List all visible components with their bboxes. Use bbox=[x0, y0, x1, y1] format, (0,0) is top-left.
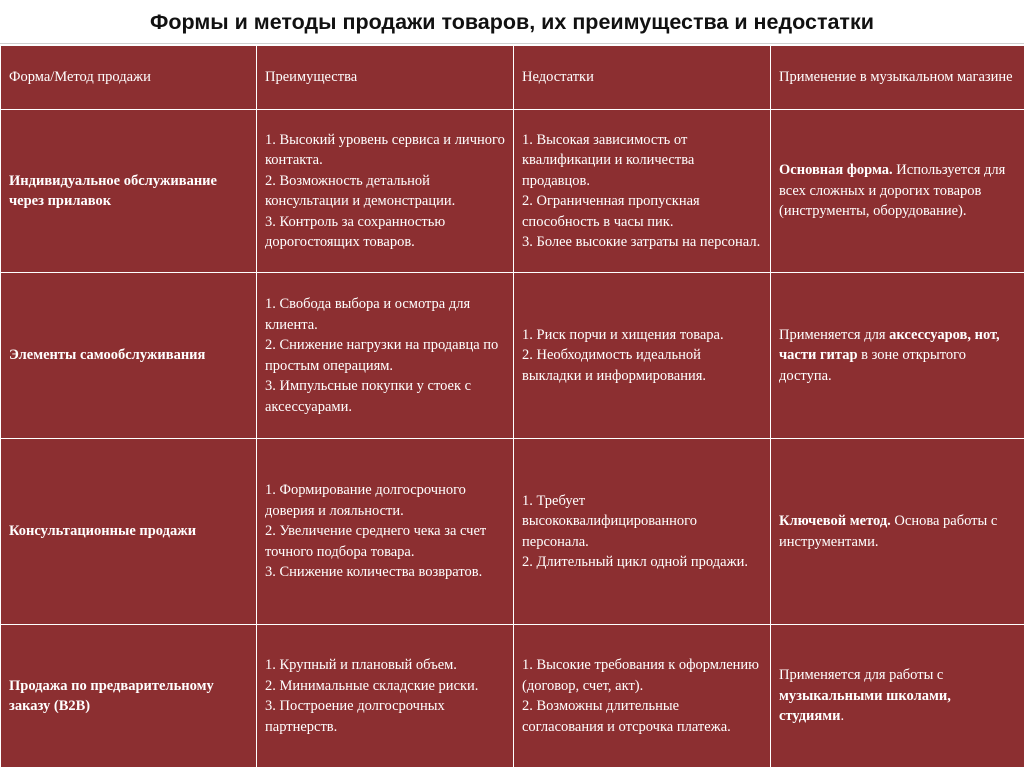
cell-advantages bbox=[257, 110, 514, 273]
page-title: Формы и методы продажи товаров, их преимущества и недостатки bbox=[0, 0, 1024, 44]
cell-disadvantages bbox=[514, 110, 771, 273]
table-header-row bbox=[1, 46, 1024, 110]
advantage-item: 2. Снижение нагрузки на продавца по простым операциям. bbox=[265, 335, 505, 376]
cell-form: Индивидуальное обслуживание через прилавок bbox=[1, 110, 257, 273]
cell-disadvantages bbox=[514, 439, 771, 625]
cell-advantages bbox=[257, 273, 514, 439]
advantage-item: 1. Формирование долгосрочного доверия и лояльности. bbox=[265, 480, 505, 521]
cell-application bbox=[771, 439, 1024, 625]
comparison-table bbox=[0, 45, 1024, 768]
application-emphasis: Основная форма. bbox=[779, 162, 893, 178]
cell-advantages bbox=[257, 625, 514, 768]
header-disadvantages: Недостатки bbox=[514, 46, 771, 110]
advantage-item: 1. Свобода выбора и осмотра для клиента. bbox=[265, 294, 505, 335]
advantage-item: 3. Контроль за сохранностью дорогостоящих товаров. bbox=[265, 212, 505, 253]
disadvantage-item: 1. Риск порчи и хищения товара. bbox=[522, 325, 762, 346]
advantage-item: 2. Минимальные складские риски. bbox=[265, 676, 505, 697]
application-text: Основа работы с инструментами. bbox=[779, 513, 997, 550]
table-row bbox=[1, 110, 1024, 273]
disadvantage-item: 2. Длительный цикл одной продажи. bbox=[522, 552, 762, 573]
advantage-item: 2. Возможность детальной консультации и демонстрации. bbox=[265, 171, 505, 212]
application-text: Используется для всех сложных и дорогих товаров (инструменты, оборудование). bbox=[779, 162, 1005, 219]
application-emphasis: Ключевой метод. bbox=[779, 513, 891, 529]
application-text: в зоне открытого доступа. bbox=[779, 347, 966, 384]
header-form-method: Форма/Метод продажи bbox=[1, 46, 257, 110]
table-row bbox=[1, 273, 1024, 439]
title-divider bbox=[0, 43, 1024, 44]
header-advantages: Преимущества bbox=[257, 46, 514, 110]
disadvantage-item: 1. Высокие требования к оформлению (договор, счет, акт). bbox=[522, 655, 762, 696]
cell-advantages bbox=[257, 439, 514, 625]
advantage-item: 1. Крупный и плановый объем. bbox=[265, 655, 505, 676]
cell-form: Продажа по предварительному заказу (B2B) bbox=[1, 625, 257, 768]
disadvantage-item: 2. Возможны длительные согласования и отсрочка платежа. bbox=[522, 696, 762, 737]
disadvantage-item: 2. Ограниченная пропускная способность в часы пик. bbox=[522, 191, 762, 232]
disadvantage-item: 3. Более высокие затраты на персонал. bbox=[522, 232, 762, 253]
application-emphasis: аксессуаров, нот, части гитар bbox=[779, 327, 1000, 364]
cell-form: Консультационные продажи bbox=[1, 439, 257, 625]
application-emphasis: музыкальными школами, студиями bbox=[779, 688, 951, 725]
advantage-item: 1. Высокий уровень сервиса и личного контакта. bbox=[265, 130, 505, 171]
cell-form: Элементы самообслуживания bbox=[1, 273, 257, 439]
table-row bbox=[1, 625, 1024, 768]
application-text: Применяется для работы с bbox=[779, 667, 943, 683]
disadvantage-item: 2. Необходимость идеальной выкладки и информирования. bbox=[522, 345, 762, 386]
advantage-item: 2. Увеличение среднего чека за счет точного подбора товара. bbox=[265, 521, 505, 562]
cell-disadvantages bbox=[514, 273, 771, 439]
disadvantage-item: 1. Высокая зависимость от квалификации и количества продавцов. bbox=[522, 130, 762, 192]
disadvantage-item: 1. Требует высококвалифицированного персонала. bbox=[522, 491, 762, 553]
advantage-item: 3. Импульсные покупки у стоек с аксессуарами. bbox=[265, 376, 505, 417]
advantage-item: 3. Снижение количества возвратов. bbox=[265, 562, 505, 583]
cell-application bbox=[771, 110, 1024, 273]
cell-application bbox=[771, 625, 1024, 768]
advantage-item: 3. Построение долгосрочных партнерств. bbox=[265, 696, 505, 737]
application-text: Применяется для bbox=[779, 327, 889, 343]
table-row bbox=[1, 439, 1024, 625]
cell-application bbox=[771, 273, 1024, 439]
application-text: . bbox=[840, 708, 844, 724]
header-application: Применение в музыкальном магазине bbox=[771, 46, 1024, 110]
cell-disadvantages bbox=[514, 625, 771, 768]
